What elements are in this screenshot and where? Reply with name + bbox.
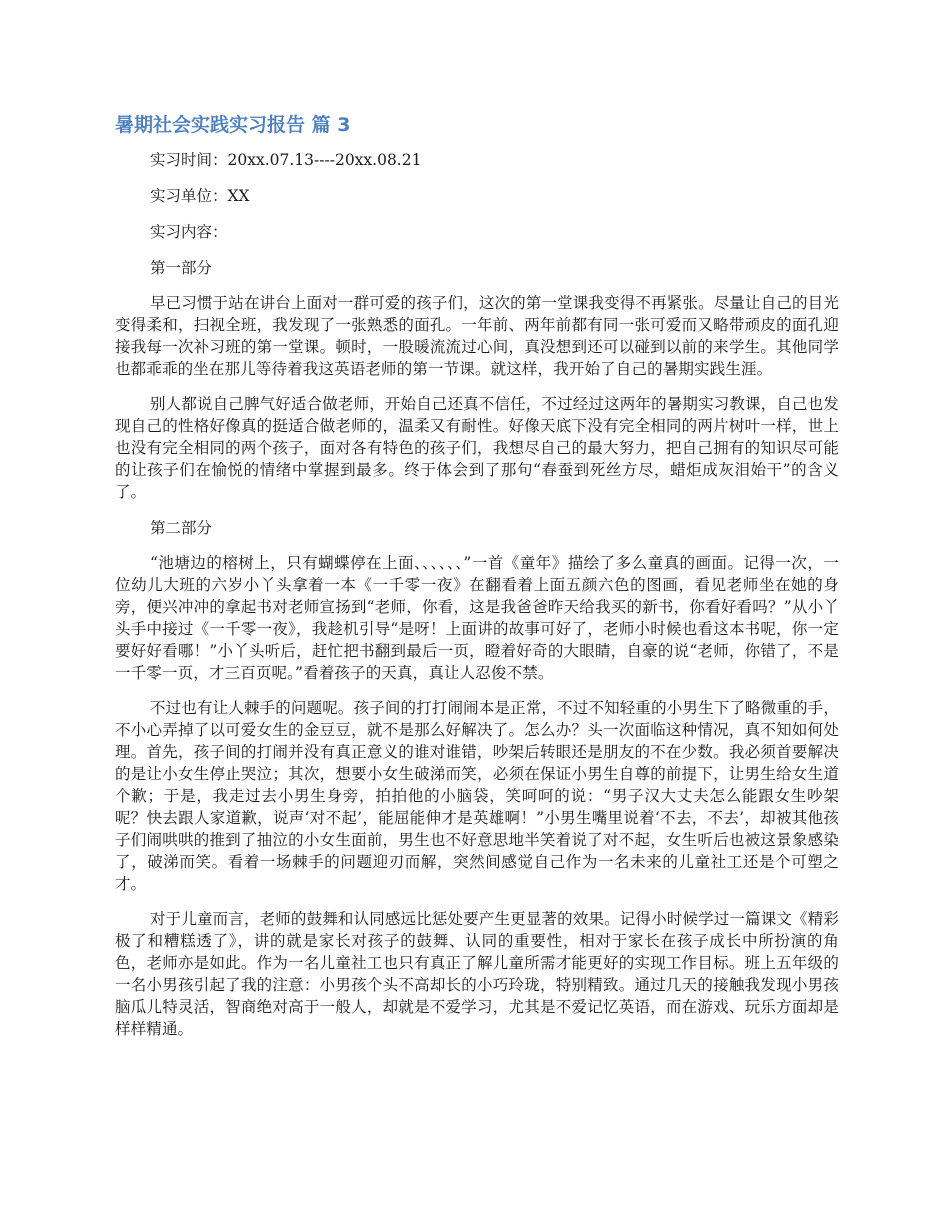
document-title: 暑期社会实践实习报告 篇 3 bbox=[115, 114, 351, 136]
section-heading-part-two: 第二部分 bbox=[150, 519, 213, 537]
internship-content-label: 实习内容： bbox=[150, 223, 228, 241]
paragraph: “池塘边的榕树上，只有蝴蝶停在上面、、、、、、”一首《童年》描绘了多么童真的画面。记得一次，一位幼儿大班的六岁小丫头拿着一本《一千零一夜》在翻看着上面五颜六色的图画，看见老师坐在她的身旁，便兴冲冲的拿起书对老师宣扬到“老师，你看，这是我爸爸昨天给我买的新书，你看好看吗？”从小丫头手中接过《一千零一夜》，我趁机引导“是呀！上面讲的故事可好了，老师小时候也看这本书呢，你一定要好好看哪！”小丫头听后，赶忙把书翻到最后一页，瞪着好奇的大眼睛，自豪的说“老师，你错了，不是一千零一页，才三百页呢。”看着孩子的天真，真让人忍俊不禁。 bbox=[115, 554, 839, 682]
internship-time: 实习时间：20xx.07.13----20xx.08.21 bbox=[150, 151, 422, 169]
paragraph: 不过也有让人棘手的问题呢。孩子间的打打闹闹本是正常，不过不知轻重的小男生下了略微重的手，不小心弄掉了以可爱女生的金豆豆，就不是那么好解决了。怎么办？头一次面临这种情况，真不知如何处理。首先，孩子间的打闹并没有真正意义的谁对谁错，吵架后转眼还是朋友的不在少数。我必须首要解决的是让小女生停止哭泣；其次，想要小女生破涕而笑，必须在保证小男生自尊的前提下，让男生给女生道个歉；于是，我走过去小男生身旁，拍拍他的小脑袋，笑呵呵的说：“男子汉大丈夫怎么能跟女生吵架呢？快去跟人家道歉，说声‘对不起’，能屈能伸才是英雄啊！”小男生嘴里说着‘不去，不去’，却被其他孩子们闹哄哄的推到了抽泣的小女生面前，男生也不好意思地半笑着说了对不起，女生听后也被这景象感染了，破涕而笑。看着一场棘手的问题迎刃而解，突然间感觉自己作为一名未来的儿童社工还是个可塑之才。 bbox=[115, 699, 839, 893]
paragraph: 早已习惯于站在讲台上面对一群可爱的孩子们，这次的第一堂课我变得不再紧张。尽量让自己的目光变得柔和，扫视全班，我发现了一张熟悉的面孔。一年前、两年前都有同一张可爱而又略带顽皮的面孔迎接我每一次补习班的第一堂课。顿时，一股暖流流过心间，真没想到还可以碰到以前的来学生。其他同学也都乖乖的坐在那儿等待着我这英语老师的第一节课。就这样，我开始了自己的暑期实践生涯。 bbox=[115, 294, 839, 378]
paragraph: 别人都说自己脾气好适合做老师，开始自己还真不信任，不过经过这两年的暑期实习教课，自己也发现自己的性格好像真的挺适合做老师的，温柔又有耐性。好像天底下没有完全相同的两片树叶一样，世上也没有完全相同的两个孩子，面对各有特色的孩子们，我想尽自己的最大努力，把自己拥有的知识尽可能的让孩子们在愉悦的情绪中掌握到最多。终于体会到了那句“春蚕到死丝方尽，蜡炬成灰泪始干”的含义了。 bbox=[115, 395, 839, 501]
paragraph: 对于儿童而言，老师的鼓舞和认同感远比惩处要产生更显著的效果。记得小时候学过一篇课文《精彩极了和糟糕透了》，讲的就是家长对孩子的鼓舞、认同的重要性，相对于家长在孩子成长中所扮演的角色，老师亦是如此。作为一名儿童社工也只有真正了解儿童所需才能更好的实现工作目标。班上五年级的一名小男孩引起了我的注意：小男孩个头不高却长的小巧玲珑，特别精致。通过几天的接触我发现小男孩脑瓜儿特灵活，智商绝对高于一般人，却就是不爱学习，尤其是不爱记忆英语，而在游戏、玩乐方面却是样样精通。 bbox=[115, 910, 839, 1038]
internship-unit: 实习单位：XX bbox=[150, 187, 250, 205]
section-heading-part-one: 第一部分 bbox=[150, 259, 213, 277]
document-page bbox=[115, 112, 839, 1053]
